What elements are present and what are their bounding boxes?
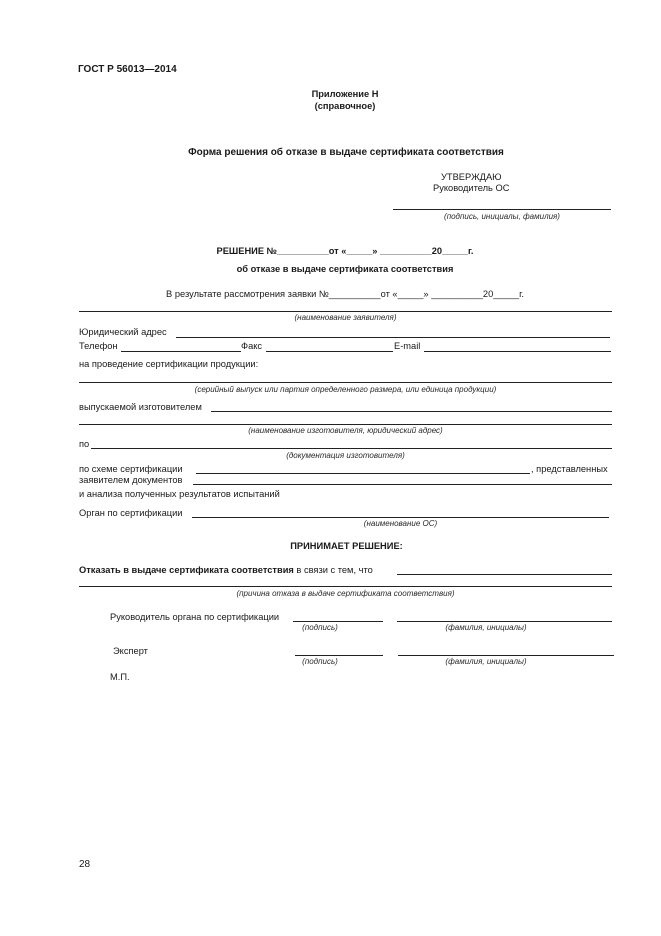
head-label: Руководитель органа по сертификации bbox=[110, 612, 280, 622]
page-number: 28 bbox=[79, 859, 91, 870]
approver-signature-caption: (подпись, инициалы, фамилия) bbox=[444, 212, 560, 221]
fax-label: Факс bbox=[241, 341, 263, 351]
appendix-note: (справочное) bbox=[314, 101, 376, 111]
legal-address-label: Юридический адрес bbox=[79, 327, 167, 337]
email-line bbox=[424, 351, 611, 352]
stamp-label: М.П. bbox=[110, 672, 130, 682]
refuse-statement bbox=[79, 565, 373, 576]
form-title: Форма решения об отказе в выдаче сертификата соответствия bbox=[188, 147, 504, 158]
documentation-line bbox=[91, 448, 612, 449]
product-line bbox=[79, 382, 612, 383]
phone-line bbox=[121, 351, 241, 352]
fax-line bbox=[266, 351, 393, 352]
head-name-line bbox=[397, 621, 612, 622]
expert-signature-caption: (подпись) bbox=[302, 657, 338, 666]
decision-heading: РЕШЕНИЕ №__________от «_____» __________20_____г. bbox=[216, 246, 474, 256]
documentation-caption: (документация изготовителя) bbox=[286, 451, 405, 460]
applicant-caption: (наименование заявителя) bbox=[294, 313, 397, 322]
certification-body-caption: (наименование ОС) bbox=[363, 519, 438, 528]
approve-word: УТВЕРЖДАЮ bbox=[441, 172, 502, 182]
expert-name-line bbox=[398, 655, 614, 656]
head-name-caption: (фамилия, инициалы) bbox=[445, 623, 527, 632]
docs-line bbox=[193, 484, 612, 485]
phone-label: Телефон bbox=[79, 341, 118, 351]
refuse-bold: Отказать в выдаче сертификата соответствия bbox=[79, 565, 294, 575]
certification-body-line bbox=[192, 517, 609, 518]
application-line: В результате рассмотрения заявки №__________от «_____» __________20_____г. bbox=[166, 289, 524, 299]
email-label: E-mail bbox=[394, 341, 421, 351]
scheme-label: по схеме сертификации bbox=[79, 464, 183, 474]
legal-address-line bbox=[176, 337, 610, 338]
head-signature-caption: (подпись) bbox=[302, 623, 338, 632]
refuse-reason-line-1 bbox=[397, 574, 612, 575]
by-label: по bbox=[79, 439, 90, 449]
certification-label: на проведение сертификации продукции: bbox=[79, 359, 259, 369]
standard-code: ГОСТ Р 56013—2014 bbox=[78, 64, 177, 75]
refuse-reason-caption: (причина отказа в выдаче сертификата соответствия) bbox=[236, 589, 455, 598]
manufacturer-label: выпускаемой изготовителем bbox=[79, 402, 202, 412]
resolution-heading: ПРИНИМАЕТ РЕШЕНИЕ: bbox=[290, 541, 403, 551]
refuse-reason-line-2 bbox=[79, 586, 612, 587]
refuse-rest: в связи с тем, что bbox=[293, 565, 373, 575]
expert-signature-line bbox=[295, 655, 383, 656]
expert-label: Эксперт bbox=[113, 646, 148, 656]
approver-position: Руководитель ОС bbox=[433, 183, 510, 193]
analysis-label: и анализа полученных результатов испытаний bbox=[79, 489, 280, 499]
manufacturer-caption: (наименование изготовителя, юридический адрес) bbox=[248, 426, 443, 435]
docs-label: заявителем документов bbox=[79, 475, 183, 485]
applicant-line bbox=[79, 311, 612, 312]
manufacturer-line-1 bbox=[211, 411, 612, 412]
certification-body-label: Орган по сертификации bbox=[79, 508, 183, 518]
manufacturer-line-2 bbox=[79, 424, 612, 425]
decision-subheading: об отказе в выдаче сертификата соответствия bbox=[236, 264, 454, 274]
head-signature-line bbox=[293, 621, 383, 622]
expert-name-caption: (фамилия, инициалы) bbox=[445, 657, 527, 666]
scheme-suffix: , представленных bbox=[531, 464, 608, 474]
appendix-title: Приложение Н bbox=[311, 89, 379, 99]
approver-signature-line bbox=[393, 209, 611, 210]
scheme-line bbox=[196, 473, 530, 474]
product-caption: (серийный выпуск или партия определенного размера, или единица продукции) bbox=[194, 385, 497, 394]
